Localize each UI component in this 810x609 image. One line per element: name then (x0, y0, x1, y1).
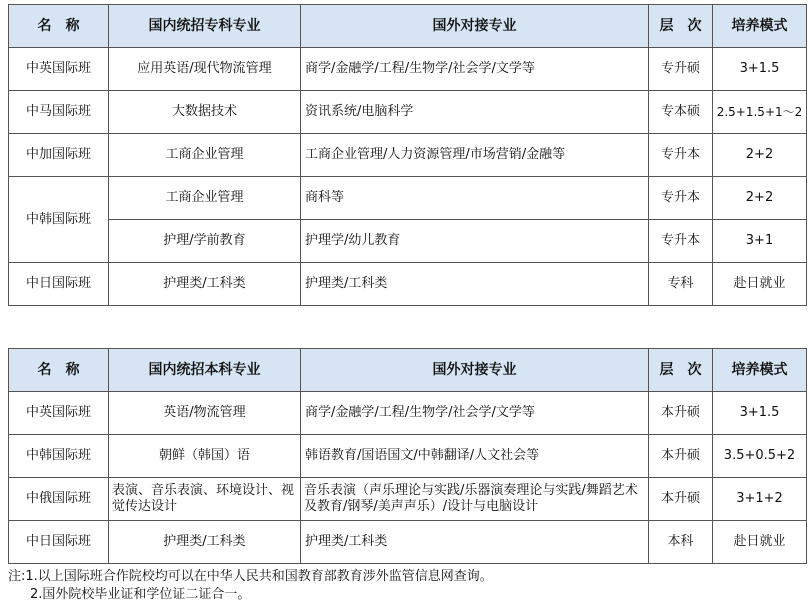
footnote-2: 2.国外院校毕业证和学位证二证合一。 (30, 587, 251, 602)
table-row (9, 392, 807, 435)
level: 本升硕 (649, 392, 713, 435)
domestic-major: 大数据技术 (109, 91, 301, 134)
training-mode: 3+1+2 (713, 478, 807, 521)
class-name: 中日国际班 (9, 263, 109, 306)
foreign-major: 音乐表演（声乐理论与实践/乐器演奏理论与实践/舞蹈艺术及教育/钢琴/美声声乐）/设计与电脑设计 (301, 478, 649, 521)
domestic-major: 护理/学前教育 (109, 220, 301, 263)
training-mode: 赴日就业 (713, 521, 807, 564)
benke-program-table (8, 348, 807, 564)
table-row (9, 177, 807, 220)
class-name: 中英国际班 (9, 392, 109, 435)
level: 专升本 (649, 220, 713, 263)
class-name: 中韩国际班 (9, 435, 109, 478)
table-row (9, 521, 807, 564)
table-row (9, 134, 807, 177)
class-name: 中俄国际班 (9, 478, 109, 521)
training-mode: 赴日就业 (713, 263, 807, 306)
foreign-major: 商学/金融学/工程/生物学/社会学/文学等 (301, 48, 649, 91)
class-name: 中英国际班 (9, 48, 109, 91)
domestic-major: 英语/物流管理 (109, 392, 301, 435)
level: 专升本 (649, 134, 713, 177)
domestic-major: 工商企业管理 (109, 177, 301, 220)
class-name: 中日国际班 (9, 521, 109, 564)
domestic-major: 工商企业管理 (109, 134, 301, 177)
header-foreign-major: 国外对接专业 (301, 349, 649, 392)
header-mode: 培养模式 (713, 5, 807, 48)
table-header-row (9, 349, 807, 392)
footnotes (8, 568, 493, 604)
header-domestic-major: 国内统招专科专业 (109, 5, 301, 48)
table-row (9, 478, 807, 521)
domestic-major: 表演、音乐表演、环境设计、视觉传达设计 (109, 478, 301, 521)
foreign-major: 韩语教育/国语国文/中韩翻译/人文社会等 (301, 435, 649, 478)
foreign-major: 商科等 (301, 177, 649, 220)
level: 本升硕 (649, 435, 713, 478)
foreign-major: 工商企业管理/人力资源管理/市场营销/金融等 (301, 134, 649, 177)
training-mode: 3+1.5 (713, 48, 807, 91)
level: 本科 (649, 521, 713, 564)
header-domestic-major: 国内统招本科专业 (109, 349, 301, 392)
level: 专升本 (649, 177, 713, 220)
table-row (9, 435, 807, 478)
zhuanke-program-table (8, 4, 807, 306)
foreign-major: 护理类/工科类 (301, 263, 649, 306)
header-foreign-major: 国外对接专业 (301, 5, 649, 48)
domestic-major: 应用英语/现代物流管理 (109, 48, 301, 91)
table-row (9, 48, 807, 91)
header-name: 名 称 (9, 349, 109, 392)
header-name: 名 称 (9, 5, 109, 48)
foreign-major: 商学/金融学/工程/生物学/社会学/文学等 (301, 392, 649, 435)
training-mode: 3+1.5 (713, 392, 807, 435)
level: 专升硕 (649, 48, 713, 91)
header-mode: 培养模式 (713, 349, 807, 392)
training-mode: 2+2 (713, 177, 807, 220)
domestic-major: 朝鲜（韩国）语 (109, 435, 301, 478)
training-mode: 3.5+0.5+2 (713, 435, 807, 478)
table-row (9, 263, 807, 306)
table-row (9, 220, 807, 263)
foreign-major: 护理类/工科类 (301, 521, 649, 564)
class-name: 中加国际班 (9, 134, 109, 177)
foreign-major: 护理学/幼儿教育 (301, 220, 649, 263)
level: 专本硕 (649, 91, 713, 134)
class-name: 中韩国际班 (9, 177, 109, 263)
header-level: 层 次 (649, 5, 713, 48)
table-header-row (9, 5, 807, 48)
training-mode: 2+2 (713, 134, 807, 177)
table-row (9, 91, 807, 134)
class-name: 中马国际班 (9, 91, 109, 134)
header-level: 层 次 (649, 349, 713, 392)
footnote-1: 注:1.以上国际班合作院校均可以在中华人民共和国教育部教育涉外监管信息网查询。 (8, 569, 493, 584)
domestic-major: 护理类/工科类 (109, 521, 301, 564)
level: 本升硕 (649, 478, 713, 521)
domestic-major: 护理类/工科类 (109, 263, 301, 306)
foreign-major: 资讯系统/电脑科学 (301, 91, 649, 134)
level: 专科 (649, 263, 713, 306)
training-mode: 2.5+1.5+1～2 (713, 91, 807, 134)
training-mode: 3+1 (713, 220, 807, 263)
